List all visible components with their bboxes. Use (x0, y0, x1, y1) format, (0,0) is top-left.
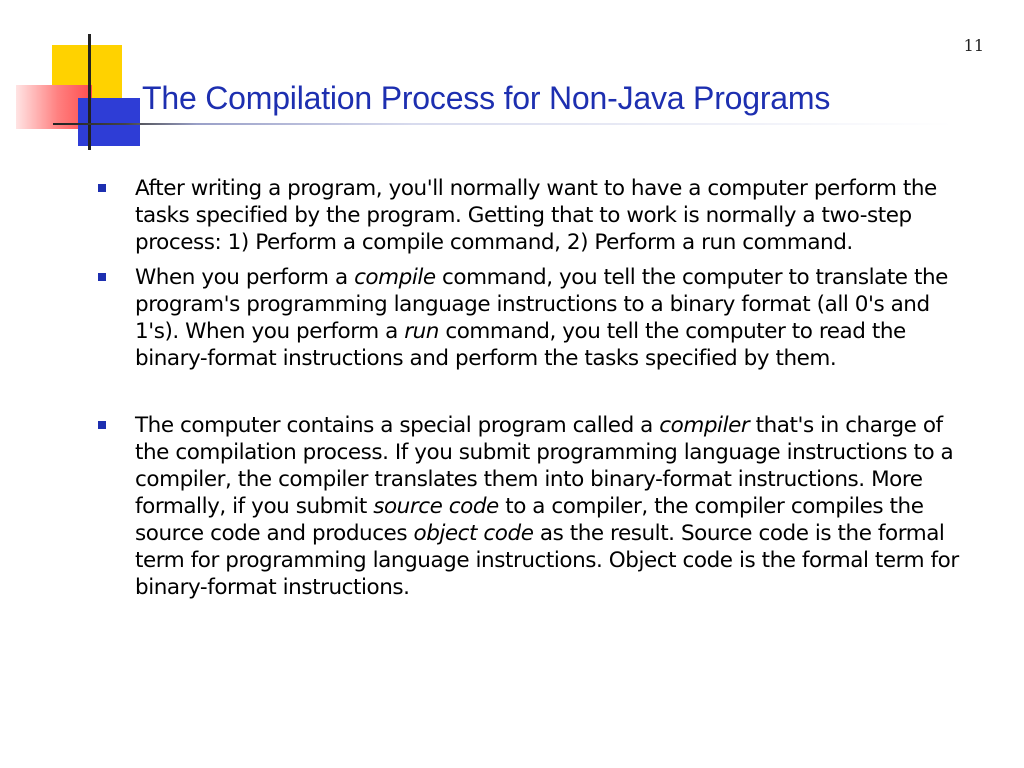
emphasis-term: source code (373, 494, 499, 519)
logo-vertical-line (88, 34, 91, 150)
bullet-text: as the result. Source code is the formal term for programming language instructions. Object code is the formal term for binary-format instructions. (135, 521, 959, 600)
bullet-item (96, 412, 966, 601)
emphasis-term: compile (354, 265, 436, 290)
bullet-text: command, you tell the computer to translate the program's programming language instructions to a binary format (all 0's and 1's). When you perform a (135, 265, 948, 344)
slide-title: The Compilation Process for Non-Java Programs (142, 80, 831, 116)
title-underline (53, 123, 953, 125)
bullet-text: After writing a program, you'll normally want to have a computer perform the tasks specified by the program. Getting that to work is normally a two-step process: 1) Perform a compile command, 2) Perform a run command. (135, 176, 937, 255)
bullet-item (96, 264, 966, 372)
square-bullet-icon (98, 184, 106, 192)
bullet-text: to a compiler, the compiler compiles the source code and produces (135, 494, 924, 546)
bullet-list (96, 175, 966, 609)
bullet-text: command, you tell the computer to read the binary-format instructions and perform the tasks specified by them. (135, 319, 906, 371)
page-number: 11 (963, 36, 984, 55)
bullet-text: When you perform a (135, 265, 355, 290)
slide-logo-decoration (0, 0, 160, 160)
bullet-text: The computer contains a special program called a (135, 413, 660, 438)
emphasis-term: compiler (659, 413, 750, 438)
square-bullet-icon (98, 273, 106, 281)
emphasis-term: run (404, 319, 439, 344)
emphasis-term: object code (413, 521, 534, 546)
square-bullet-icon (98, 421, 106, 429)
bullet-text: that's in charge of the compilation process. If you submit programming language instructions to a compiler, the compiler translates them into binary-format instructions. More formally, if you submit (135, 413, 954, 519)
bullet-item (96, 175, 966, 256)
